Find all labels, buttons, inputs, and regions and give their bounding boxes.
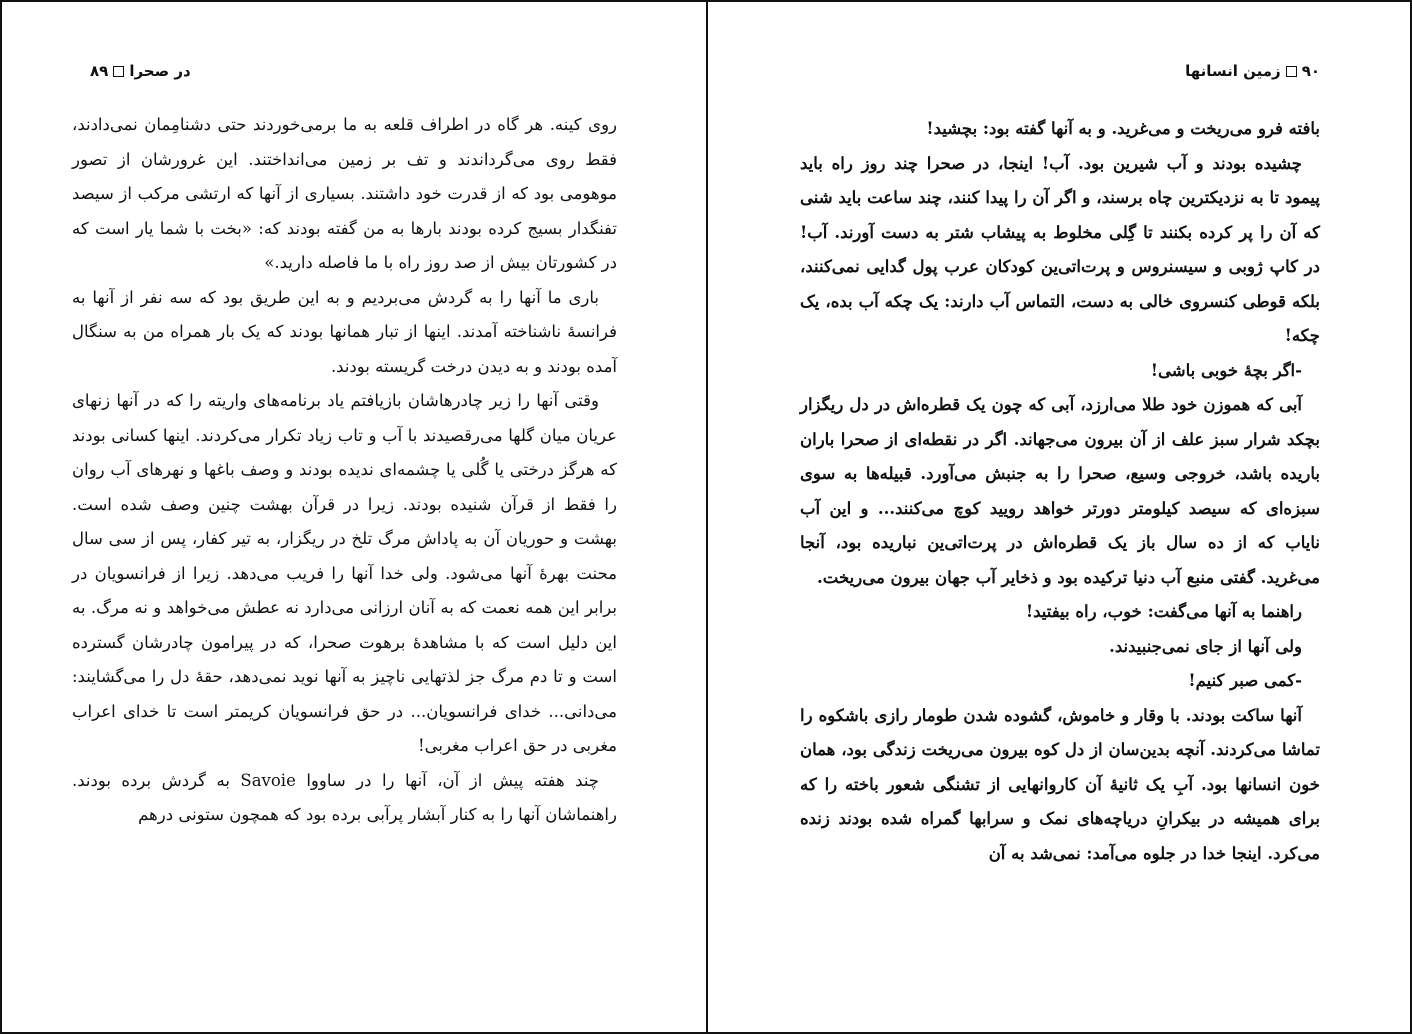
dialog-line: -کمی صبر کنیم!	[1188, 671, 1302, 690]
book-spine-divider	[706, 0, 708, 1034]
paragraph: وقتی آنها را زیر چادرهاشان بازیافتم یاد برنامه‌های واریته را که در آنها زنهای عریان میان گلها می‌رقصیدند با آب و تاب زیاد تکرار می‌کردند. اینها کسانی بودند که هرگز درختی یا گُلی یا چشمه‌ای ندیده بودند و وصف باغها و نهرهای آب روان را فقط از قرآن شنیده بودند. زیرا در قرآن بهشت چنین وصف شده است. بهشت و حوریان آن به پاداش مرگ تلخ در ریگزار، به تیر کفار، پس از سی سال محنت بهرهٔ آنها می‌شود. ولی خدا آنها را فریب می‌دهد. زیرا از فرانسویان در برابر این همه نعمت که به آنان ارزانی می‌دارد نه عطش می‌خواهد و نه مرگ. به این دلیل است که با مشاهدهٔ برهوت صحرا، که در پیرامون چادرشان گسترده است و تا دم مرگ جز لذتهایی ناچیز به آنها نوید نمی‌دهد، حقهٔ دل را می‌گشایند: می‌دانی... خدای فرانسویان... در حق فرانسویان کریمتر است تا خدای اعراب مغربی در حق اعراب مغربی!	[72, 391, 617, 755]
square-ornament-icon	[1286, 66, 1297, 77]
right-running-head	[1185, 62, 1320, 80]
right-page-number: ۹۰	[1301, 62, 1320, 80]
left-running-head	[90, 62, 191, 80]
left-page-number: ۸۹	[90, 62, 109, 80]
left-page	[72, 0, 617, 1034]
paragraph: چشیده بودند و آب شیرین بود. آب! اینجا، در صحرا چند روز راه باید پیمود تا به نزدیکترین چاه برسند، و اگر آن را پیدا کنند، چند ساعت باید شنی که آن را پر کرده بکنند تا گِلی مخلوط به پیشاب شتر به دست آورند. آب! در کاپ ژوبی و سیسنروس و پرت‌اتی‌ین کودکان عرب پول گدایی نمی‌کنند، بلکه قوطی کنسروی خالی به دست، التماس آب دارند: یک چکه آب بده، یک چکه!	[800, 153, 1320, 345]
paragraph: بافته فرو می‌ریخت و می‌غرید. و به آنها گفته بود: بچشید!	[926, 119, 1320, 138]
paragraph: آبی که هموزن خود طلا می‌ارزد، آبی که چون یک قطره‌اش در دل ریگزار بچکد شرار سبز علف از آن بیرون می‌جهاند. اگر در نقطه‌ای از صحرا باران باریده باشد، خروجی وسیع، صحرا را به جنبش می‌آورد. قبیله‌ها به سوی سبزه‌ای که سیصد کیلومتر دورتر خواهد رویید کوچ می‌کنند... و این آب نایاب که از ده سال باز یک قطره‌اش در پرت‌اتی‌ین نباریده بود، آنجا می‌غرید. گفتی منبع آب دنیا ترکیده بود و ذخایر آب جهان بیرون می‌ریخت.	[800, 395, 1320, 587]
dialog-line: ولی آنها از جای نمی‌جنبیدند.	[1109, 636, 1302, 656]
left-page-title: در صحرا	[129, 62, 191, 80]
right-page-body	[800, 112, 1320, 871]
dialog-line: -اگر بچهٔ خوبی باشی!	[1150, 360, 1302, 380]
paragraph: باری ما آنها را به گردش می‌بردیم و به این طریق بود که سه نفر از آنها به فرانسهٔ ناشناخته آمدند. اینها از تبار همانها بودند که یک بار همراه من به سنگال آمده بودند و به دیدن درخت گریسته بودند.	[72, 287, 617, 376]
right-page-title: زمین انسانها	[1185, 62, 1281, 80]
right-page	[800, 0, 1320, 1034]
paragraph: چند هفته پیش از آن، آنها را در ساووا Savoie به گردش برده بودند. راهنماشان آنها را به کنار آبشار پرآبی برده بود که همچون ستونی درهم	[72, 770, 617, 824]
paragraph: آنها ساکت بودند. با وقار و خاموش، گشوده شدن طومار رازی باشکوه را تماشا می‌کردند. آنچه بدین‌سان از دل کوه بیرون می‌ریخت زندگی بود، همان خون انسانها بود. آبِ یک ثانیهٔ آن کاروانهایی از تشنگی شعور باخته را که برای همیشه در بیکرانِ دریاچه‌های نمک و سرابها گمراه شده بودند زنده می‌کرد. اینجا خدا در جلوه می‌آمد: نمی‌شد به آن	[800, 705, 1320, 863]
square-ornament-icon	[113, 66, 124, 77]
dialog-line: راهنما به آنها می‌گفت: خوب، راه بیفتید!	[1025, 602, 1302, 621]
paragraph: روی کینه. هر گاه در اطراف قلعه به ما برمی‌خوردند حتی دشنامِمان نمی‌دادند، فقط روی می‌گرداندند و تف بر زمین می‌انداختند. این غرورشان از تصور موهومی بود که از قدرت خود داشتند. بسیاری از آنها که ارتشی مرکب از سیصد تفنگدار بسیج کرده بودند بارها به من گفته بودند که: «بخت با شما یار است که در کشورتان بیش از صد روز راه با ما فاصله دارید.»	[72, 115, 617, 272]
left-page-body	[72, 108, 617, 833]
